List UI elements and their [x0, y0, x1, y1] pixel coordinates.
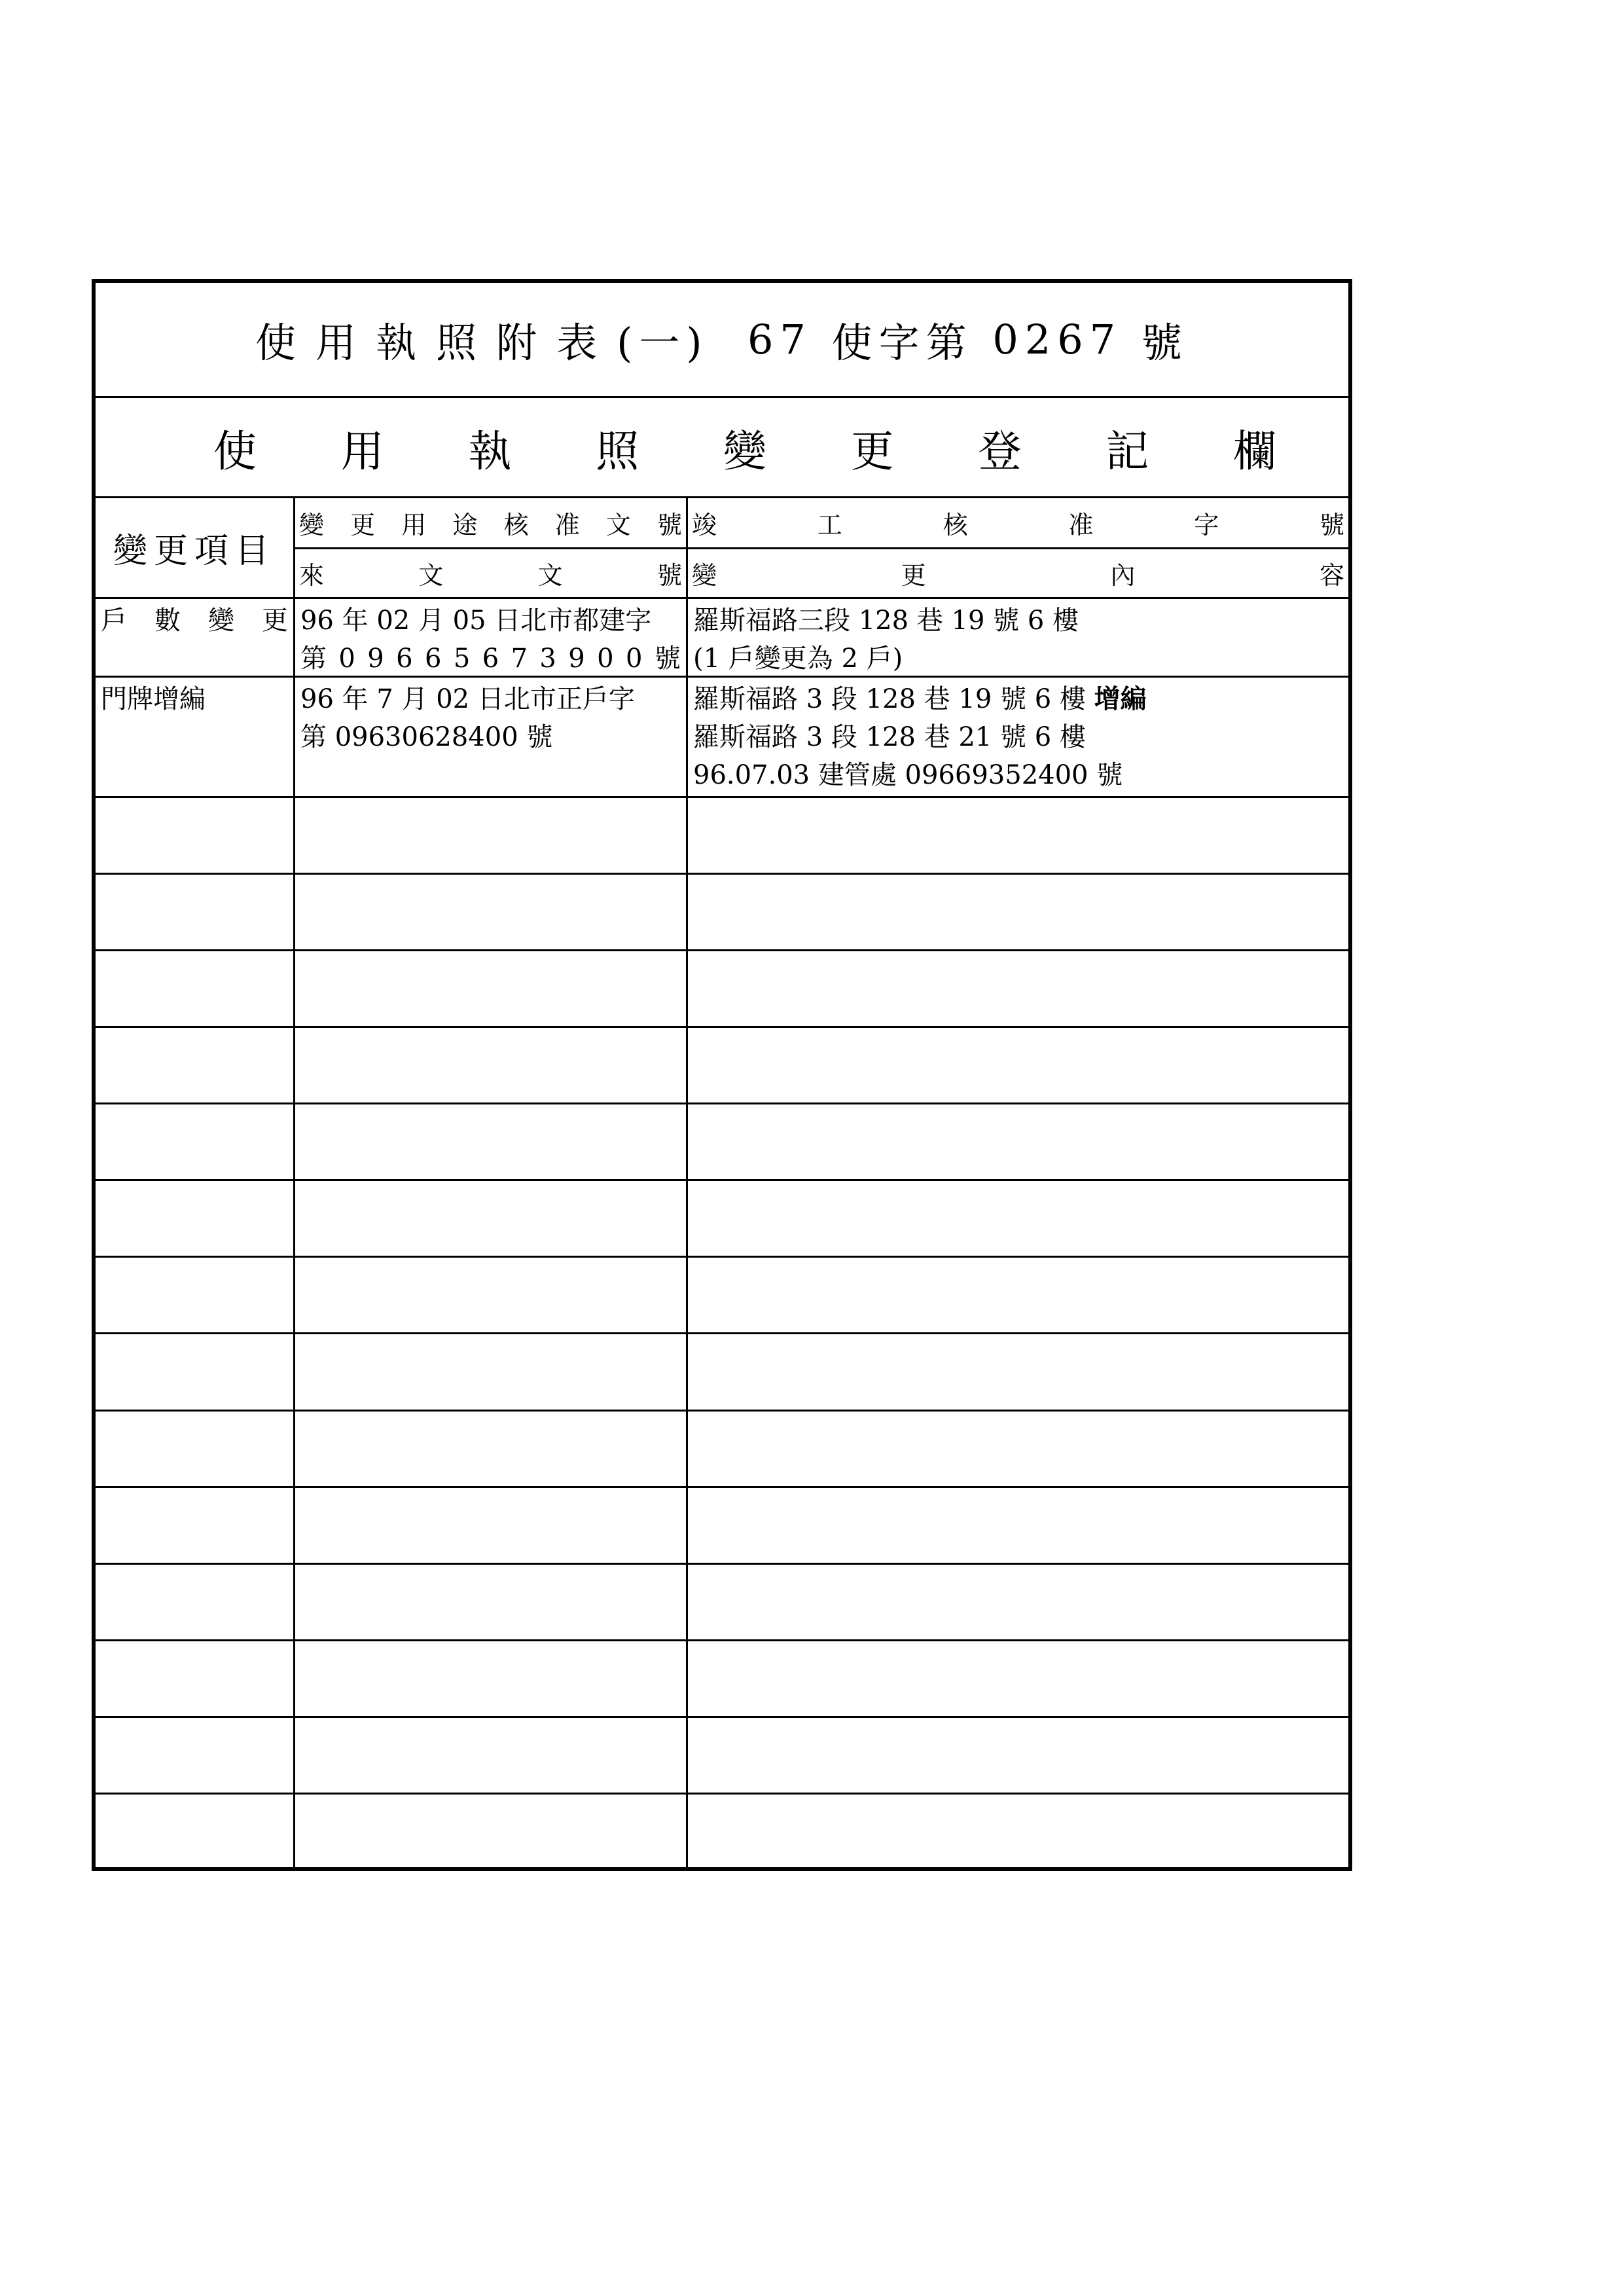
empty-cell: [688, 1258, 1348, 1334]
doc-char: 6: [482, 644, 499, 674]
row2-item: 門牌增編: [96, 678, 295, 798]
empty-cell: [295, 1104, 688, 1181]
doc-char: 6: [424, 644, 442, 674]
empty-cell: [295, 1641, 688, 1718]
empty-cell: [96, 1565, 295, 1641]
title-number: 67: [747, 316, 812, 363]
header-char: 來: [299, 561, 325, 590]
row1-content-note: (1 戶變更為 2 戶): [693, 644, 903, 674]
empty-cell: [688, 1488, 1348, 1565]
subtitle-char: 用: [340, 426, 384, 477]
doc-char: 第: [300, 644, 327, 674]
doc-char: 9: [367, 644, 384, 674]
empty-cell: [96, 1641, 295, 1718]
header-char: 內: [1110, 561, 1136, 590]
empty-cell: [96, 1028, 295, 1104]
title-paren: (一): [617, 319, 709, 367]
title-suffix: 使字第: [831, 319, 973, 367]
empty-cell: [688, 1718, 1348, 1795]
register-form: [92, 279, 1352, 1871]
empty-cell: [96, 1334, 295, 1411]
empty-cell: [96, 1718, 295, 1795]
empty-cell: [688, 875, 1348, 951]
doc-char: 7: [511, 644, 528, 674]
empty-cell: [295, 1028, 688, 1104]
doc-char: 0: [626, 644, 643, 674]
empty-cell: [688, 1565, 1348, 1641]
subtitle-char: 執: [468, 426, 512, 477]
empty-cell: [96, 1258, 295, 1334]
empty-cell: [295, 1795, 688, 1871]
empty-cell: [96, 1795, 295, 1871]
empty-cell: [96, 1104, 295, 1181]
header-char: 准: [554, 511, 580, 539]
doc-char: 5: [453, 644, 471, 674]
empty-cell: [295, 798, 688, 875]
title-end: 號: [1141, 319, 1189, 367]
empty-cell: [295, 1181, 688, 1258]
header-char: 變: [299, 511, 325, 539]
subtitle-char: 記: [1106, 426, 1149, 477]
title-serial: 0267: [992, 316, 1123, 363]
empty-cell: [96, 1181, 295, 1258]
header-char: 更: [350, 511, 376, 539]
row2-doc-number: 第 09630628400 號: [300, 722, 553, 752]
empty-cell: [295, 951, 688, 1028]
empty-cell: [688, 1795, 1348, 1871]
subtitle-char: 照: [596, 426, 639, 477]
header-char: 更: [901, 561, 926, 590]
empty-cell: [688, 1412, 1348, 1488]
header-char: 核: [503, 511, 529, 539]
empty-cell: [96, 1412, 295, 1488]
header-char: 號: [1319, 511, 1344, 539]
row2-content-line1: [693, 680, 1343, 718]
header-char: 用: [401, 511, 427, 539]
empty-cell: [688, 1104, 1348, 1181]
header-char: 核: [943, 511, 968, 539]
header-change-content: [688, 549, 1348, 599]
empty-cell: [96, 798, 295, 875]
form-title: [96, 283, 1348, 398]
header-char: 號: [656, 561, 682, 590]
subtitle-char: 更: [850, 426, 894, 477]
empty-cell: [295, 1334, 688, 1411]
header-char: 竣: [692, 511, 717, 539]
header-char: 字: [1194, 511, 1219, 539]
subtitle-char: 欄: [1233, 426, 1276, 477]
subtitle-char: 使: [213, 426, 257, 477]
doc-char: 6: [396, 644, 413, 674]
header-char: 號: [656, 511, 682, 539]
row2-added-label: 增編: [1094, 683, 1147, 714]
row2-content-line2: 羅斯福路 3 段 128 巷 21 號 6 樓: [693, 722, 1086, 752]
item-char: 變: [208, 606, 234, 636]
empty-cell: [688, 1181, 1348, 1258]
row1-content: [688, 599, 1348, 678]
header-char: 准: [1068, 511, 1094, 539]
empty-cell: [688, 1334, 1348, 1411]
subtitle-char: 變: [723, 426, 766, 477]
doc-char: 號: [654, 644, 681, 674]
row1-doc: [295, 599, 688, 678]
row1-doc-date: 96 年 02 月 05 日北市都建字: [300, 606, 652, 636]
register-table: [96, 498, 1348, 1871]
row1-item: [96, 599, 295, 678]
empty-cell: [688, 951, 1348, 1028]
doc-char: 0: [338, 644, 355, 674]
item-char: 更: [262, 606, 288, 636]
empty-cell: [295, 1488, 688, 1565]
empty-cell: [295, 1718, 688, 1795]
row2-content-line3: 96.07.03 建管處 09669352400 號: [693, 760, 1123, 790]
empty-cell: [688, 798, 1348, 875]
row2-address-old: 羅斯福路 3 段 128 巷 19 號 6 樓: [693, 684, 1086, 714]
header-char: 文: [418, 561, 444, 590]
row2-doc: [295, 678, 688, 798]
empty-cell: [295, 875, 688, 951]
item-char: 戶: [101, 606, 127, 636]
row2-doc-date: 96 年 7 月 02 日北市正戶字: [300, 684, 635, 714]
header-char: 容: [1319, 561, 1344, 590]
doc-char: 9: [568, 644, 585, 674]
subtitle-char: 登: [978, 426, 1022, 477]
empty-cell: [96, 951, 295, 1028]
empty-cell: [295, 1258, 688, 1334]
header-char: 文: [605, 511, 631, 539]
form-subtitle: [96, 398, 1348, 498]
empty-cell: [688, 1028, 1348, 1104]
row1-content-address: 羅斯福路三段 128 巷 19 號 6 樓: [693, 606, 1079, 636]
empty-cell: [688, 1641, 1348, 1718]
empty-cell: [295, 1412, 688, 1488]
title-prefix: 使用執照附表: [255, 319, 617, 367]
empty-cell: [295, 1565, 688, 1641]
header-char: 工: [817, 511, 842, 539]
header-incoming-doc: [295, 549, 688, 599]
header-change-item: 變更項目: [96, 498, 295, 599]
header-char: 途: [452, 511, 478, 539]
empty-cell: [96, 1488, 295, 1565]
item-char: 數: [154, 606, 181, 636]
row1-doc-number: [300, 640, 681, 678]
row2-content: [688, 678, 1348, 798]
empty-cell: [96, 875, 295, 951]
doc-char: 0: [597, 644, 614, 674]
header-approval-doc: [295, 498, 688, 549]
header-completion-no: [688, 498, 1348, 549]
header-char: 文: [537, 561, 563, 590]
header-char: 變: [692, 561, 717, 590]
doc-char: 3: [539, 644, 556, 674]
